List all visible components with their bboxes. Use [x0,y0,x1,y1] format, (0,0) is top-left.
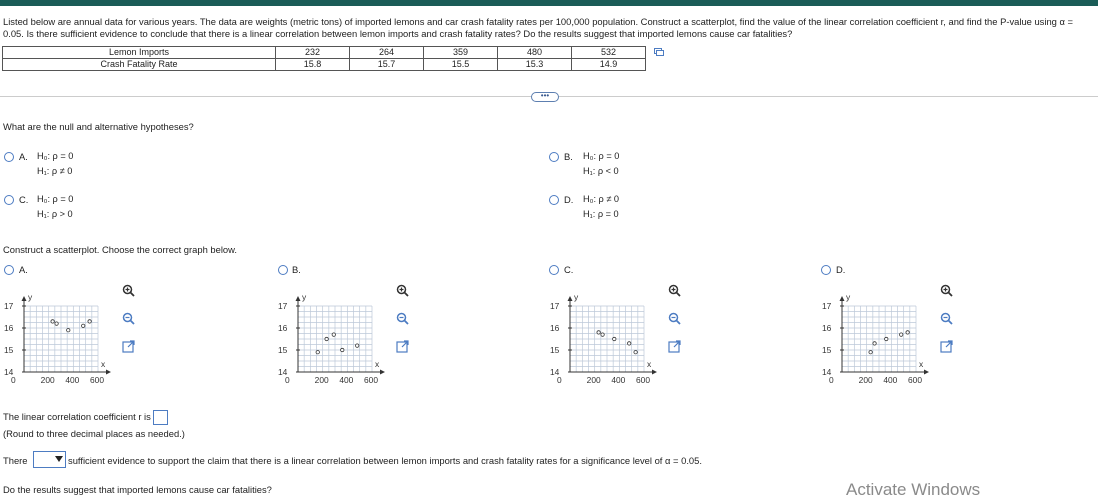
data-point [55,322,58,325]
zoom-in-icon[interactable] [668,284,681,297]
y-tick-label: 16 [278,323,288,333]
y-axis-label: y [28,292,33,302]
scatterplot-c [550,280,692,388]
expand-more-button[interactable]: ••• [531,92,559,102]
hypotheses-question: What are the null and alternative hypotheses? [3,121,194,132]
graph-d-letter: D. [836,264,846,275]
scatterplot-b [278,280,420,388]
table-cell: 480 [498,47,572,59]
hypothesis-a-h1: H₁: ρ ≠ 0 [37,166,73,176]
correlation-input[interactable] [153,410,168,425]
data-point [88,320,91,323]
data-point [613,337,616,340]
y-tick-label: 16 [822,323,832,333]
x-tick-label: 0 [285,375,290,385]
axis-arrows [840,296,930,375]
correlation-prompt: The linear correlation coefficient r is [3,410,151,422]
hypothesis-a-letter: A. [19,151,28,162]
graph-c-radio[interactable] [549,265,559,275]
graph-b-letter: B. [292,264,301,275]
x-axis-label: x [375,359,380,369]
x-tick-label: 600 [908,375,922,385]
table-cell: 264 [350,47,424,59]
data-point [332,333,335,336]
x-tick-label: 600 [636,375,650,385]
hypothesis-d-h0: H₀: ρ ≠ 0 [583,194,620,204]
x-tick-label: 200 [40,375,55,385]
y-tick-label: 14 [822,367,832,377]
y-axis-label: y [302,292,307,302]
data-point [67,329,70,332]
y-tick-label: 15 [822,345,832,355]
zoom-in-icon[interactable] [122,284,135,297]
hypothesis-c-h1: H₁: ρ > 0 [37,209,73,219]
hypothesis-c-radio[interactable] [4,195,14,205]
table-cell: 532 [572,47,646,59]
data-point [634,351,637,354]
dropdown-arrow-icon [55,456,63,463]
data-point [900,333,903,336]
table-cell: 14.9 [572,59,646,71]
x-tick-label: 200 [858,375,873,385]
x-tick-label: 200 [314,375,329,385]
table-row [3,59,646,71]
axis-arrows [296,296,386,375]
hypothesis-d-h1: H₁: ρ = 0 [583,209,619,219]
table-cell: 15.8 [276,59,350,71]
zoom-out-icon[interactable] [396,312,409,325]
conclusion-text: sufficient evidence to support the claim that there is a linear correlation between lemon imports and crash fatality rates for a significance level of α = 0.05. [68,455,702,466]
zoom-out-icon[interactable] [668,312,681,325]
table-cell: 15.3 [498,59,572,71]
table-cell: 359 [424,47,498,59]
axis-arrows [568,296,658,375]
y-tick-label: 17 [278,301,288,311]
x-tick-label: 200 [586,375,601,385]
x-tick-label: 600 [364,375,378,385]
y-tick-label: 15 [550,345,560,355]
problem-statement: Listed below are annual data for various years. The data are weights (metric tons) of imported lemons and car crash fatality rates per 100,000 population. Construct a scatterplot, find the value of the linear correlation coefficient r, and find the P-value using α = 0.05. Is there sufficient evidence to conclude that there is a linear correlation between lemon imports and crash fatality rates? Do the results suggest that imported lemons cause car fatalities? [3,16,1073,39]
data-point [597,331,600,334]
activate-windows-watermark: Activate Windows [846,480,981,499]
enlarge-graph-icon[interactable] [396,340,409,353]
scatterplot-d [822,280,964,388]
y-tick-label: 14 [550,367,560,377]
x-tick-label: 0 [11,375,16,385]
hypothesis-b-h0: H₀: ρ = 0 [583,151,620,161]
hypothesis-d-radio[interactable] [549,195,559,205]
data-point [341,348,344,351]
zoom-out-icon[interactable] [122,312,135,325]
x-axis-label: x [647,359,652,369]
axis-arrows [22,296,112,375]
data-point [82,324,85,327]
row-label: Lemon Imports [3,47,276,59]
data-point [356,344,359,347]
table-row [3,47,646,59]
evidence-dropdown[interactable] [33,451,66,468]
y-tick-label: 17 [4,301,14,311]
y-tick-label: 17 [550,301,560,311]
hypothesis-b-h1: H₁: ρ < 0 [583,166,619,176]
data-point [51,320,54,323]
data-point [316,351,319,354]
hypothesis-c-letter: C. [19,194,29,205]
graph-c-letter: C. [564,264,574,275]
table-cell: 232 [276,47,350,59]
x-tick-label: 400 [339,375,354,385]
data-point [325,337,328,340]
graph-d-radio[interactable] [821,265,831,275]
y-tick-label: 17 [822,301,832,311]
data-table [2,46,646,71]
x-tick-label: 400 [883,375,898,385]
zoom-in-icon[interactable] [396,284,409,297]
hypothesis-a-radio[interactable] [4,152,14,162]
hypothesis-b-radio[interactable] [549,152,559,162]
graph-a-radio[interactable] [4,265,14,275]
y-tick-label: 15 [278,345,288,355]
y-tick-label: 14 [278,367,288,377]
hypothesis-a-h0: H₀: ρ = 0 [37,151,74,161]
x-tick-label: 0 [557,375,562,385]
hypothesis-b-letter: B. [564,151,573,162]
enlarge-graph-icon[interactable] [668,340,681,353]
y-tick-label: 15 [4,345,14,355]
x-tick-label: 400 [611,375,626,385]
zoom-in-icon[interactable] [940,284,953,297]
copy-data-icon[interactable] [654,48,664,56]
data-point [601,333,604,336]
conclusion-prefix: There [3,455,28,466]
scatterplot-a [4,280,146,388]
hypothesis-d-letter: D. [564,194,574,205]
x-axis-label: x [919,359,924,369]
row-label: Crash Fatality Rate [3,59,276,71]
x-tick-label: 600 [90,375,104,385]
x-tick-label: 400 [65,375,80,385]
correlation-row [3,410,168,425]
top-bar [0,0,1098,6]
enlarge-graph-icon[interactable] [940,340,953,353]
y-tick-label: 16 [4,323,14,333]
graph-a-letter: A. [19,264,28,275]
table-cell: 15.5 [424,59,498,71]
y-tick-label: 14 [4,367,14,377]
y-tick-label: 16 [550,323,560,333]
scatterplot-question: Construct a scatterplot. Choose the correct graph below. [3,244,237,255]
graph-b-radio[interactable] [278,265,288,275]
rounding-note: (Round to three decimal places as needed.) [3,428,185,439]
y-axis-label: y [846,292,851,302]
data-point [869,351,872,354]
y-axis-label: y [574,292,579,302]
data-point [885,337,888,340]
table-cell: 15.7 [350,59,424,71]
zoom-out-icon[interactable] [940,312,953,325]
x-tick-label: 0 [829,375,834,385]
hypothesis-c-h0: H₀: ρ = 0 [37,194,74,204]
data-point [906,331,909,334]
causation-question: Do the results suggest that imported lemons cause car fatalities? [3,484,272,495]
x-axis-label: x [101,359,106,369]
data-point [628,342,631,345]
data-point [873,342,876,345]
enlarge-graph-icon[interactable] [122,340,135,353]
